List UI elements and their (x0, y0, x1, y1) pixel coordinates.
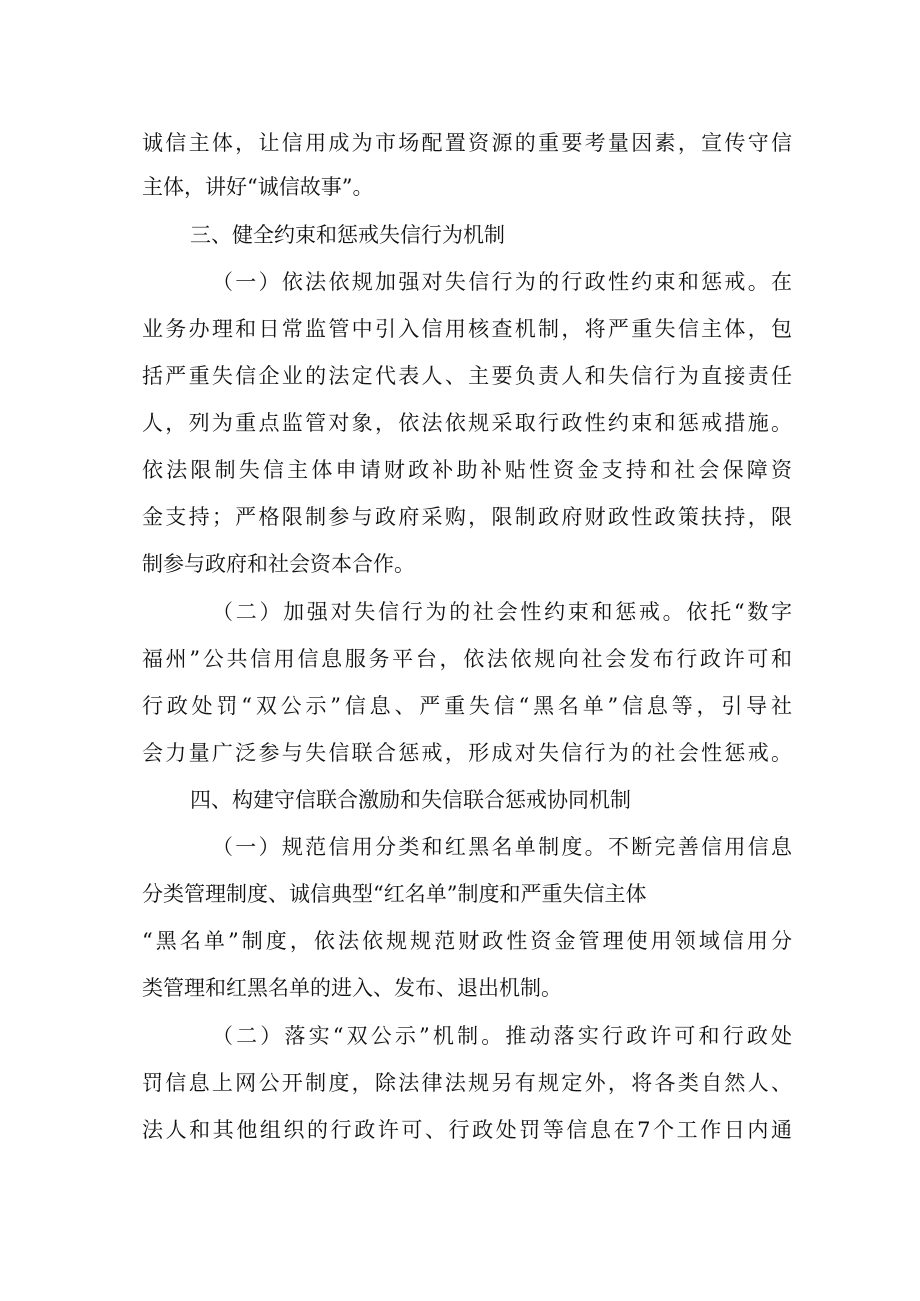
text-line: 福州”公共信用信息服务平台，依法依规向社会发布行政许可和 (142, 647, 792, 671)
text-line: 类管理和红黑名单的进入、发布、退出机制。 (142, 976, 562, 1000)
text-line: “黑名单”制度，依法依规规范财政性资金管理使用领域信用分 (142, 929, 792, 953)
text-line: 会力量广泛参与失信联合惩戒，形成对失信行为的社会性惩戒。 (142, 741, 792, 765)
text-line: 人，列为重点监管对象，依法依规采取行政性约束和惩戒措施。 (142, 411, 792, 435)
text-line: 法人和其他组织的行政许可、行政处罚等信息在7个工作日内通 (142, 1118, 792, 1142)
text-line: 行政处罚“双公示”信息、严重失信“黑名单”信息等，引导社 (142, 694, 792, 718)
text-line: （一）规范信用分类和红黑名单制度。不断完善信用信息 (212, 835, 792, 859)
text-line: （一）依法依规加强对失信行为的行政性约束和惩戒。在 (212, 270, 792, 294)
text-line: 业务办理和日常监管中引入信用核查机制，将严重失信主体，包 (142, 317, 792, 341)
text-line: 分类管理制度、诚信典型“红名单”制度和严重失信主体 (142, 882, 647, 906)
section-heading: 三、健全约束和惩戒失信行为机制 (190, 223, 505, 247)
text-line: （二）加强对失信行为的社会性约束和惩戒。依托“数字 (212, 600, 792, 624)
text-line: （二）落实“双公示”机制。推动落实行政许可和行政处 (212, 1024, 792, 1048)
text-line: 罚信息上网公开制度，除法律法规另有规定外，将各类自然人、 (142, 1071, 792, 1095)
text-line: 制参与政府和社会资本合作。 (142, 552, 415, 576)
text-line: 金支持；严格限制参与政府采购，限制政府财政性政策扶持，限 (142, 505, 792, 529)
text-line: 括严重失信企业的法定代表人、主要负责人和失信行为直接责任 (142, 364, 792, 388)
text-line: 依法限制失信主体申请财政补助补贴性资金支持和社会保障资 (142, 458, 792, 482)
text-line: 主体，讲好“诚信故事”。 (142, 175, 374, 199)
section-heading: 四、构建守信联合激励和失信联合惩戒协同机制 (190, 788, 631, 812)
text-line: 诚信主体，让信用成为市场配置资源的重要考量因素，宣传守信 (142, 131, 792, 155)
